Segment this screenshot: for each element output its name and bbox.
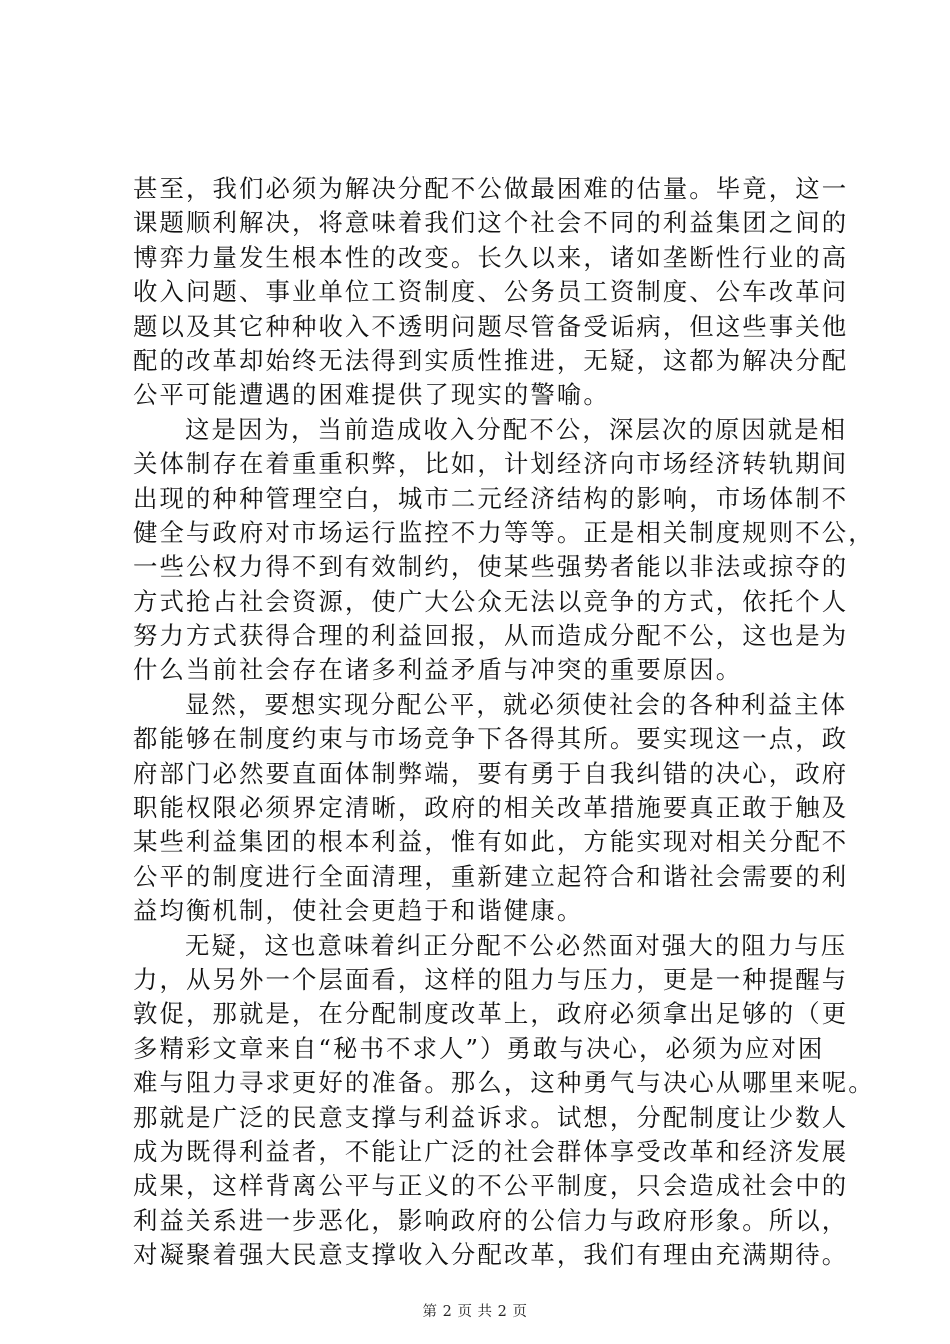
text-line: 公平可能遭遇的困难提供了现实的警喻。 xyxy=(133,380,610,410)
page-footer: 第 2 页 共 2 页 xyxy=(422,1304,528,1320)
text-line: 题以及其它种种收入不透明问题尽管备受诟病，但这些事关他 xyxy=(133,311,849,341)
text-line: 益均衡机制，使社会更趋于和谐健康。 xyxy=(133,896,584,926)
text-line: 博弈力量发生根本性的改变。长久以来，诸如垄断性行业的高 xyxy=(133,242,849,272)
text-line: 府部门必然要直面体制弊端，要有勇于自我纠错的决心，政府 xyxy=(133,758,849,788)
text-line: 多精彩文章来自“秘书不求人”）勇敢与决心，必须为应对困 xyxy=(133,1033,825,1063)
text-line: 利益关系进一步恶化，影响政府的公信力与政府形象。所以， xyxy=(133,1205,849,1235)
text-line: 那就是广泛的民意支撑与利益诉求。试想，分配制度让少数人 xyxy=(133,1102,849,1132)
text-line: 什么当前社会存在诸多利益矛盾与冲突的重要原因。 xyxy=(133,655,743,685)
text-line: 配的改革却始终无法得到实质性推进，无疑，这都为解决分配 xyxy=(133,345,849,375)
text-line: 难与阻力寻求更好的准备。那么，这种勇气与决心从哪里来呢。 xyxy=(133,1068,875,1098)
text-line: 职能权限必须界定清晰，政府的相关改革措施要真正敢于触及 xyxy=(133,793,849,823)
text-line: 公平的制度进行全面清理，重新建立起符合和谐社会需要的利 xyxy=(133,861,849,891)
paragraph xyxy=(133,413,875,688)
text-line: 一些公权力得不到有效制约，使某些强势者能以非法或掠夺的 xyxy=(133,552,849,582)
text-line: 成果，这样背离公平与正义的不公平制度，只会造成社会中的 xyxy=(133,1171,849,1201)
text-line: 课题顺利解决，将意味着我们这个社会不同的利益集团之间的 xyxy=(133,208,849,238)
document-body xyxy=(133,172,875,1273)
text-line: 显然，要想实现分配公平，就必须使社会的各种利益主体 xyxy=(185,689,848,719)
text-line: 关体制存在着重重积弊，比如，计划经济向市场经济转轨期间 xyxy=(133,449,849,479)
text-line: 某些利益集团的根本利益，惟有如此，方能实现对相关分配不 xyxy=(133,827,849,857)
text-line: 方式抢占社会资源，使广大公众无法以竞争的方式，依托个人 xyxy=(133,586,849,616)
text-line: 力，从另外一个层面看，这样的阻力与压力，更是一种提醒与 xyxy=(133,964,849,994)
paragraph xyxy=(133,688,849,929)
text-line: 健全与政府对市场运行监控不力等等。正是相关制度规则不公， xyxy=(133,517,875,547)
text-line: 努力方式获得合理的利益回报，从而造成分配不公，这也是为 xyxy=(133,621,849,651)
text-line: 收入问题、事业单位工资制度、公务员工资制度、公车改革问 xyxy=(133,277,849,307)
text-line: 都能够在制度约束与市场竞争下各得其所。要实现这一点，政 xyxy=(133,724,849,754)
text-line: 成为既得利益者，不能让广泛的社会群体享受改革和经济发展 xyxy=(133,1136,849,1166)
text-line: 对凝聚着强大民意支撑收入分配改革，我们有理由充满期待。 xyxy=(133,1240,849,1270)
text-line: 出现的种种管理空白，城市二元经济结构的影响，市场体制不 xyxy=(133,483,849,513)
text-line: 无疑，这也意味着纠正分配不公必然面对强大的阻力与压 xyxy=(185,930,848,960)
text-line: 这是因为，当前造成收入分配不公，深层次的原因就是相 xyxy=(185,414,848,444)
paragraph xyxy=(133,172,849,413)
text-line: 甚至，我们必须为解决分配不公做最困难的估量。毕竟，这一 xyxy=(133,174,849,203)
paragraph xyxy=(133,929,875,1273)
text-line: 敦促，那就是，在分配制度改革上，政府必须拿出足够的（更 xyxy=(133,999,849,1029)
